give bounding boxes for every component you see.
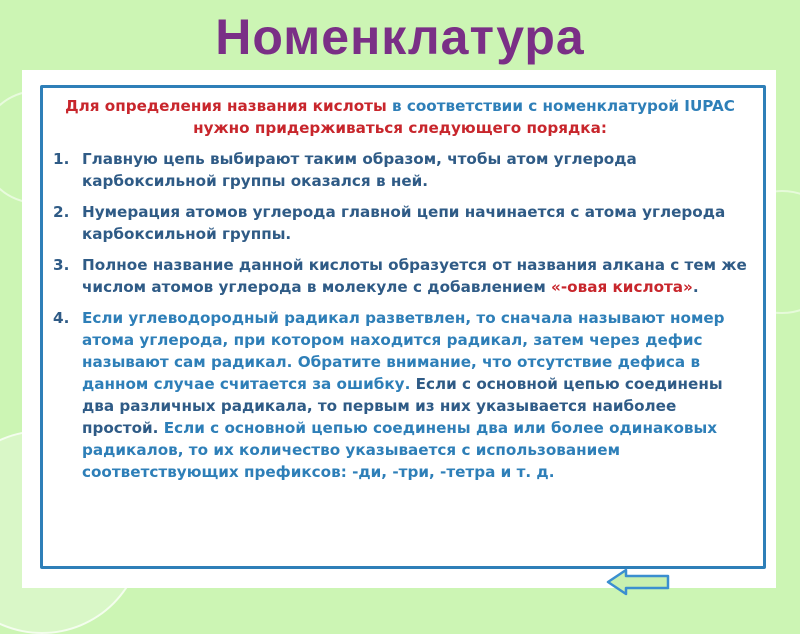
intro-part-red: Для определения названия кислоты [65, 97, 387, 115]
rule-text: Полное название данной кислоты образуется от названия алкана с тем же числом атомов углерода в молекуле с добавлением [82, 256, 747, 296]
rule-text: Если углеводородный радикал разветвлен, то сначала называют номер атома углерода, при котором находится радикал, затем через дефис называют сам радикал. Обратите внимание, что отсутствие дефиса в данном случае считается за ошибку. [82, 309, 725, 393]
intro-part-blue: в соответствии с номенклатурой [386, 97, 685, 115]
intro-iupac: IUPAC [684, 97, 735, 115]
slide-title: Номенклатура [215, 9, 585, 65]
list-number: 4. [53, 309, 70, 327]
rule-text: Главную цепь выбирают таким образом, чтобы атом углерода карбоксильной группы оказался в ней. [82, 150, 637, 190]
left-arrow-icon [606, 568, 670, 596]
rule-text-c: Если с основной цепью соединены два или более одинаковых радикалов, то их количество указывается с использованием соответствующих префиксов: -ди, -три, -тетра и т. д. [82, 419, 718, 481]
rule-highlight: «-овая кислота» [551, 278, 693, 296]
list-item [50, 148, 750, 192]
list-item [50, 254, 750, 298]
list-item [50, 201, 750, 245]
list-item [50, 307, 750, 483]
list-number: 1. [53, 150, 70, 168]
list-number: 3. [53, 256, 70, 274]
rules-list [50, 148, 750, 483]
intro-heading [50, 95, 750, 139]
rule-text: Нумерация атомов углерода главной цепи начинается с атома углерода карбоксильной группы. [82, 203, 726, 243]
intro-part-red-2: нужно придерживаться следующего порядка: [193, 119, 607, 137]
list-number: 2. [53, 203, 70, 221]
rule-text-end: . [692, 278, 699, 296]
back-button[interactable] [606, 568, 670, 596]
rules-text-block [50, 95, 750, 492]
rule-text-b: Если с основной цепью соединены два различных радикала, то первым из них указывается наиболее простой. [82, 375, 723, 437]
